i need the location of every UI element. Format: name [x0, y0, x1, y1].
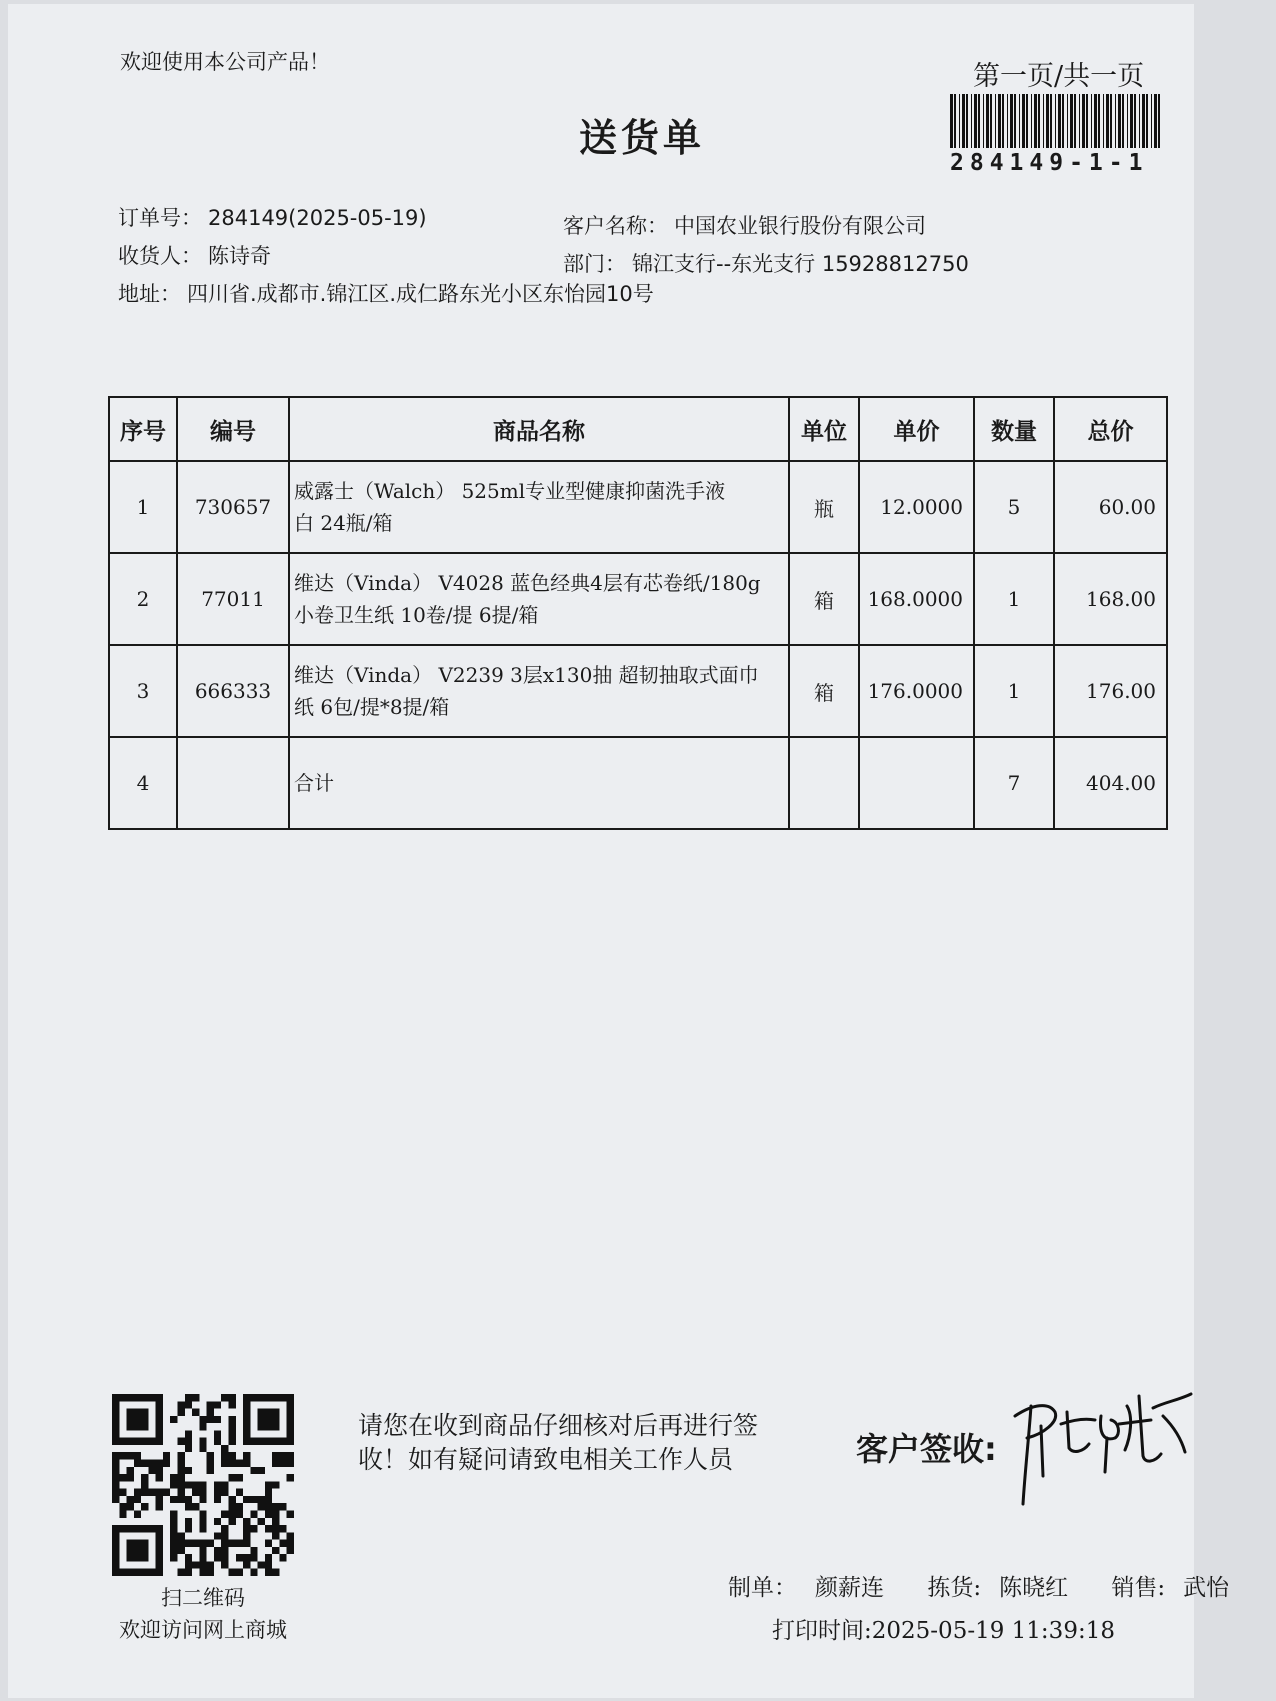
product-name-line: 威露士（Walch） 525ml专业型健康抑菌洗手液 — [294, 479, 726, 503]
address-label: 地址： — [118, 282, 181, 306]
column-header: 单位 — [789, 397, 859, 461]
unit-price: 12.0000 — [859, 461, 974, 553]
receiver-row — [118, 240, 271, 270]
receiver-value: 陈诗奇 — [208, 244, 271, 268]
quantity: 5 — [974, 461, 1054, 553]
customer-row — [563, 210, 926, 240]
order-number-row — [118, 202, 427, 232]
product-code: 730657 — [177, 461, 289, 553]
product-name-line: 维达（Vinda） V2239 3层x130抽 超韧抽取式面巾 — [294, 663, 759, 687]
column-header: 编号 — [177, 397, 289, 461]
welcome-text: 欢迎使用本公司产品！ — [120, 50, 330, 74]
picker-value: 陈晓红 — [999, 1575, 1069, 1601]
customer-label: 客户名称： — [563, 214, 668, 238]
column-header: 数量 — [974, 397, 1054, 461]
qr-caption: 扫二维码 — [161, 1586, 245, 1610]
table-header-row — [109, 397, 1167, 461]
unit: 瓶 — [789, 461, 859, 553]
column-header: 总价 — [1054, 397, 1167, 461]
unit-price — [859, 737, 974, 829]
unit: 箱 — [789, 645, 859, 737]
product-name — [289, 645, 789, 737]
department-label: 部门： — [563, 252, 626, 276]
sales-value: 武怡 — [1183, 1575, 1230, 1601]
unit: 箱 — [789, 553, 859, 645]
table-row — [109, 461, 1167, 553]
line-total: 60.00 — [1054, 461, 1167, 553]
line-total: 176.00 — [1054, 645, 1167, 737]
address-value: 四川省.成都市.锦江区.成仁路东光小区东怡园10号 — [187, 282, 654, 306]
unit — [789, 737, 859, 829]
qr-caption: 欢迎访问网上商城 — [119, 1618, 287, 1642]
line-total: 168.00 — [1054, 553, 1167, 645]
maker-value: 颜薪连 — [815, 1575, 884, 1601]
customer-value: 中国农业银行股份有限公司 — [674, 214, 926, 238]
product-code: 666333 — [177, 645, 289, 737]
summary-row — [109, 737, 1167, 829]
barcode-number: 284149-1-1 — [950, 150, 1149, 176]
picker — [927, 1575, 1086, 1601]
handwritten-signature — [1003, 1376, 1198, 1512]
department-value: 锦江支行--东光支行 15928812750 — [632, 252, 969, 276]
order-number-label: 订单号： — [118, 206, 202, 230]
sales-label: 销售: — [1111, 1575, 1166, 1601]
table-row — [109, 645, 1167, 737]
product-name — [289, 461, 789, 553]
receiver-label: 收货人： — [118, 244, 202, 268]
footer-staff — [728, 1569, 1265, 1602]
delivery-note-paper — [8, 4, 1230, 1698]
order-number-value: 284149(2025-05-19) — [208, 206, 427, 230]
product-code — [177, 737, 289, 829]
column-header: 商品名称 — [289, 397, 789, 461]
items-table — [108, 396, 1168, 830]
column-header: 序号 — [109, 397, 177, 461]
table-row — [109, 553, 1167, 645]
total-quantity: 7 — [974, 737, 1054, 829]
page-indicator: 第一页/共一页 — [973, 61, 1145, 92]
qr-code-icon — [112, 1394, 294, 1576]
quantity: 1 — [974, 645, 1054, 737]
row-number: 4 — [109, 737, 177, 829]
unit-price: 168.0000 — [859, 553, 974, 645]
barcode-icon — [948, 94, 1163, 148]
picker-label: 拣货: — [927, 1575, 982, 1601]
quantity: 1 — [974, 553, 1054, 645]
product-name-line: 纸 6包/提*8提/箱 — [294, 695, 450, 719]
product-name-line: 维达（Vinda） V4028 蓝色经典4层有芯卷纸/180g — [294, 571, 761, 595]
maker — [728, 1575, 902, 1601]
print-time-label: 打印时间: — [772, 1618, 872, 1644]
summary-label: 合计 — [289, 737, 789, 829]
unit-price: 176.0000 — [859, 645, 974, 737]
product-code: 77011 — [177, 553, 289, 645]
maker-label: 制单： — [728, 1575, 797, 1601]
print-time — [772, 1612, 1115, 1645]
sign-note: 请您在收到商品仔细核对后再进行签收！如有疑问请致电相关工作人员 — [358, 1411, 759, 1474]
row-number: 1 — [109, 461, 177, 553]
customer-sign-label: 客户签收: — [856, 1430, 997, 1468]
page-title: 送货单 — [578, 116, 705, 160]
product-name-line: 白 24瓶/箱 — [294, 511, 393, 535]
sales — [1111, 1575, 1247, 1601]
row-number: 3 — [109, 645, 177, 737]
column-header: 单价 — [859, 397, 974, 461]
product-name — [289, 553, 789, 645]
row-number: 2 — [109, 553, 177, 645]
address-row — [118, 278, 654, 308]
print-time-value: 2025-05-19 11:39:18 — [871, 1618, 1115, 1644]
grand-total: 404.00 — [1054, 737, 1167, 829]
product-name-line: 小卷卫生纸 10卷/提 6提/箱 — [294, 603, 539, 627]
department-row — [563, 248, 969, 278]
